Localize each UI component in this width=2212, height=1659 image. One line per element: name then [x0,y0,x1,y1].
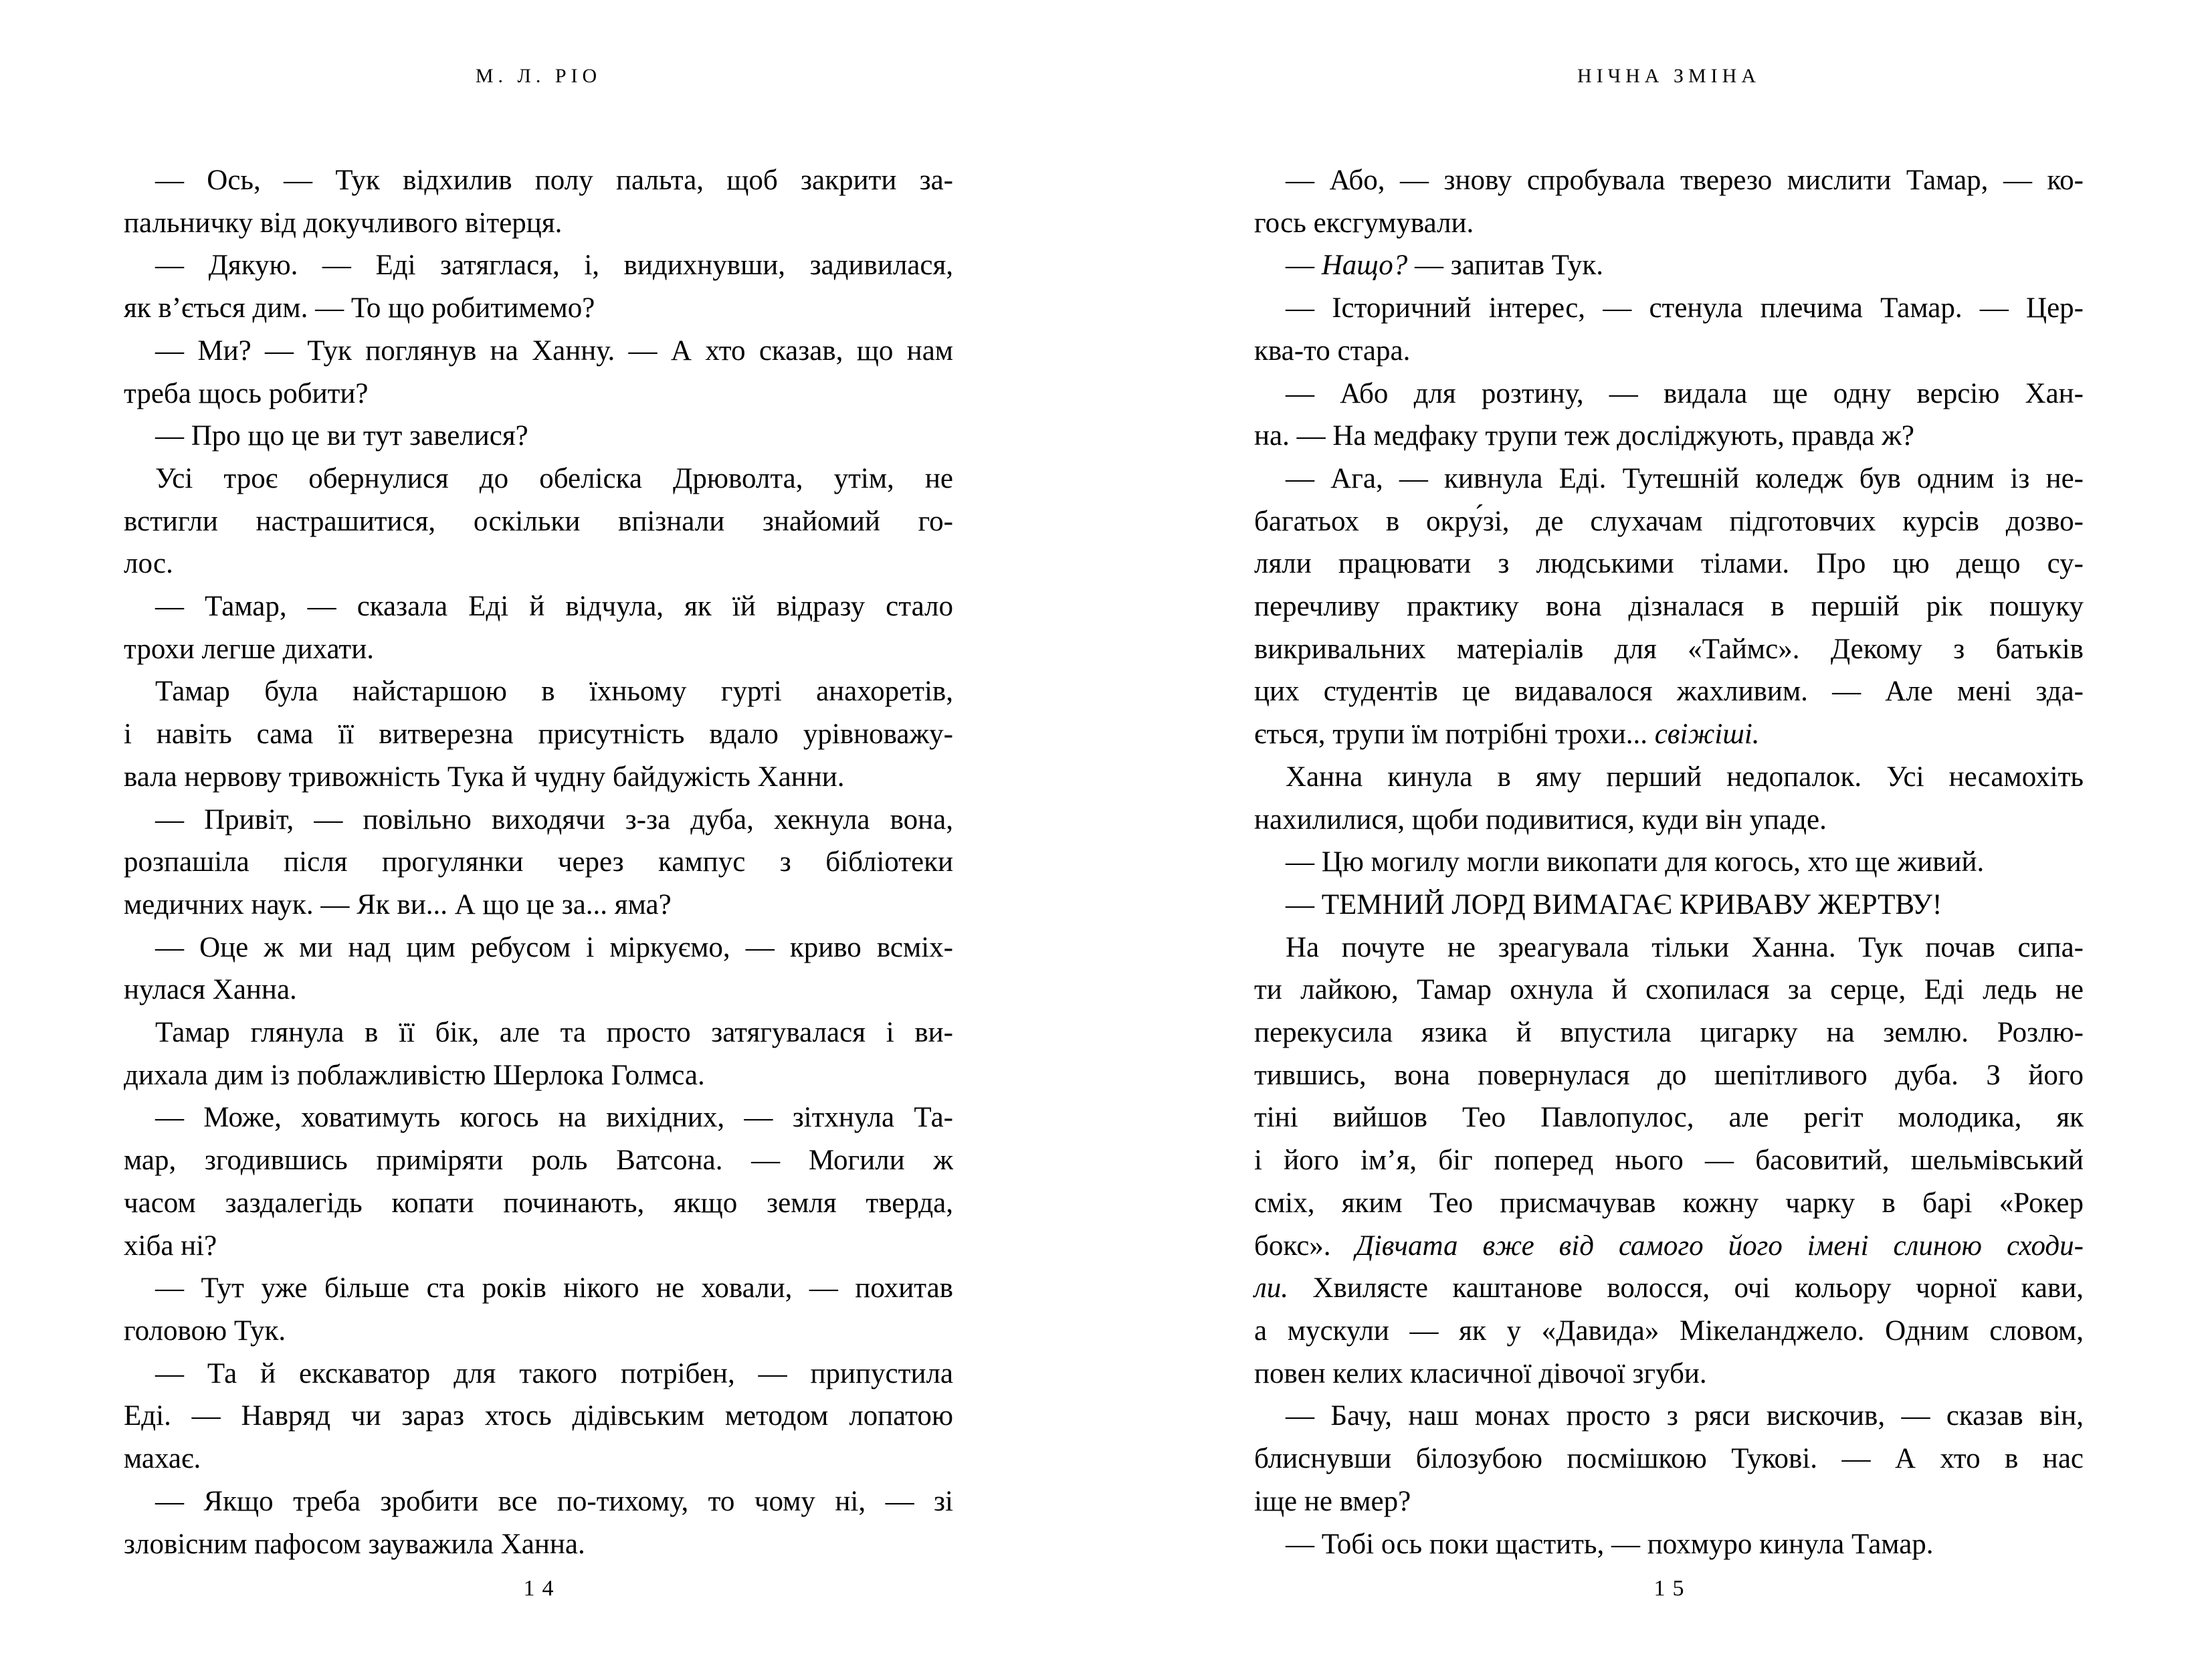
text-segment: пальничку від докучливого вітерця. [124,207,563,239]
text-segment: ється, трупи їм потрібні трохи... [1254,718,1655,751]
text-line [1254,373,2084,415]
text-line [1254,1139,2084,1182]
text-line [1254,926,2084,969]
page-left [124,0,953,1659]
text-segment: — Або, — знову спробувала тверезо мислити Тамар, — ко- [1286,165,2084,196]
text-segment: тіні вийшов Тео Павлопулос, але регіт молодика, як [1254,1102,2084,1134]
text-line [1254,1225,2084,1268]
text-line [124,1395,953,1438]
text-segment: — Та й екскаватор для такого потрібен, — припустила [155,1357,953,1389]
text-line [124,585,953,628]
text-line [1254,585,2084,628]
page-body-right [1254,159,2084,1565]
text-line [124,1225,953,1268]
text-segment: — Може, ховатимуть когось на вихідних, — зітхнула Та- [155,1102,953,1134]
text-segment: — Тут уже більше ста років нікого не ховали, — похитав [155,1272,953,1304]
text-line [124,1310,953,1353]
text-segment: сміх, яким Тео присмачував кожну чарку в барі «Рокер [1254,1187,2084,1219]
text-segment: як в’ється дим. — То що робитимемо? [124,292,595,324]
page-body-left [124,159,953,1565]
text-line [124,1523,953,1566]
text-line [124,1353,953,1395]
text-line [1254,1438,2084,1480]
text-line [1254,500,2084,543]
text-line [1254,1096,2084,1139]
text-segment: ти лайкою, Тамар охнула й схопилася за серце, Еді ледь не [1254,974,2084,1006]
text-line [1254,1310,2084,1353]
text-line [124,713,953,756]
text-segment: цих студентів це видавалося жахливим. — Але мені зда- [1254,676,2084,708]
text-segment: іще не вмер? [1254,1485,1411,1517]
text-segment: Дівчата вже від самого його імені слиною сходи- [1355,1230,2084,1262]
text-segment: свіжіші. [1654,718,1760,751]
text-segment: — Дякую. — Еді затяглася, і, видихнувши, задивилася, [155,250,953,282]
text-segment: головою Тук. [124,1314,286,1347]
text-segment: ли. [1254,1272,1288,1304]
text-segment: викривальних матеріалів для «Таймс». Декому з батьків [1254,633,2084,665]
text-segment: а мускули — як у «Давида» Мікеланджело. Одним словом, [1254,1314,2084,1347]
text-segment: нулася Ханна. [124,974,297,1006]
text-line [1254,1182,2084,1225]
text-segment: — Якщо треба зробити все по-тихому, то чому ні, — зі [155,1485,953,1517]
text-line [124,1267,953,1310]
text-line [124,1011,953,1054]
text-segment: — Бачу, наш монах просто з ряси вискочив, — сказав він, [1286,1400,2084,1432]
text-segment: — Історичний інтерес, — стенула плечима Тамар. — Цер- [1286,292,2084,324]
text-segment: розпашіла після прогулянки через кампус з бібліотеки [124,846,953,878]
running-head-left: М. Л. РІО [475,65,602,87]
text-segment: мар, згодившись приміряти роль Ватсона. — Могили ж [124,1145,953,1177]
text-line [124,1480,953,1523]
text-segment: блиснувши білозубою посмішкою Тукові. — А хто в нас [1254,1443,2084,1475]
text-segment: Усі троє обернулися до обеліска Дрюволта, утім, не [155,462,953,494]
text-segment: медичних наук. — Як ви... А що це за... яма? [124,888,672,920]
text-line [124,670,953,713]
text-segment: На почуте не зреагувала тільки Ханна. Тук почав сипа- [1286,931,2084,963]
text-line [1254,969,2084,1011]
text-line [124,628,953,671]
text-segment: зловісним пафосом зауважила Ханна. [124,1528,585,1560]
text-segment: треба щось робити? [124,377,369,409]
text-line [1254,458,2084,500]
text-segment: — Про що це ви тут завелися? [155,420,528,452]
text-line [1254,841,2084,884]
text-line [1254,202,2084,245]
text-line [124,373,953,415]
text-line [124,543,953,585]
text-segment: повен келих класичної дівочої згуби. [1254,1357,1707,1389]
text-line [1254,415,2084,458]
text-segment: — Оце ж ми над цим ребусом і міркуємо, — криво всміх- [155,931,953,963]
text-segment: — Тамар, — сказала Еді й відчула, як їй відразу стало [155,591,953,623]
text-segment: — Привіт, — повільно виходячи з-за дуба, хекнула вона, [155,803,953,836]
text-segment: трохи легше дихати. [124,633,374,665]
text-line [1254,159,2084,202]
text-line [124,969,953,1011]
text-segment: і навіть сама її витверезна присутність вдало урівноважу- [124,718,953,751]
text-line [1254,670,2084,713]
text-line [124,202,953,245]
running-head-right: НІЧНА ЗМІНА [1577,65,1761,87]
text-segment: часом заздалегідь копати починають, якщо земля тверда, [124,1187,953,1219]
text-line [1254,799,2084,842]
page-number-left: 14 [523,1576,561,1601]
text-segment: нахилилися, щоби подивитися, куди він упаде. [1254,803,1827,836]
text-segment: гось ексгумували. [1254,207,1474,239]
text-line [1254,244,2084,287]
text-line [124,841,953,884]
text-segment: — [1286,250,1322,282]
text-segment: Нащо? [1321,250,1408,282]
text-segment: — ТЕМНИЙ ЛОРД ВИМАГАЄ КРИВАВУ ЖЕРТВУ! [1286,888,1942,920]
text-segment: Еді. — Навряд чи зараз хтось дідівським методом лопатою [124,1400,953,1432]
text-line [1254,884,2084,926]
text-segment: — Цю могилу могли викопати для когось, хто ще живий. [1286,846,1985,878]
text-line [124,1096,953,1139]
text-segment: Ханна кинула в яму перший недопалок. Усі несамохіть [1286,761,2084,793]
text-line [1254,713,2084,756]
text-segment: — Ось, — Тук відхилив полу пальта, щоб закрити за- [155,165,953,196]
text-line [124,415,953,458]
text-segment: — Ага, — кивнула Еді. Тутешній коледж був одним із не- [1286,462,2084,494]
text-line [124,756,953,799]
text-segment: багатьох в окру́зі, де слухачам підготовчих курсів дозво- [1254,505,2084,537]
text-line [124,926,953,969]
page-right [1254,0,2084,1659]
text-line [1254,1480,2084,1523]
text-line [124,244,953,287]
text-segment: Тамар глянула в її бік, але та просто затягувалася і ви- [155,1017,953,1049]
text-segment: — Тобі ось поки щастить, — похмуро кинула Тамар. [1286,1528,1934,1560]
text-line [1254,330,2084,373]
text-segment: Хвилясте каштанове волосся, очі кольору чорної кави, [1288,1272,2084,1304]
text-line [1254,1395,2084,1438]
text-line [1254,1011,2084,1054]
text-segment: бокс». [1254,1230,1356,1262]
text-line [124,458,953,500]
text-segment: Тамар була найстаршою в їхньому гурті анахоретів, [155,676,953,708]
text-segment: вала нервову тривожність Тука й чудну байдужість Ханни. [124,761,845,793]
text-segment: ляли працювати з людськими тілами. Про цю дещо су- [1254,548,2084,580]
page-number-right: 15 [1653,1576,1692,1601]
text-segment: тившись, вона повернулася до шепітливого дуба. З його [1254,1059,2084,1091]
text-line [124,287,953,330]
text-line [124,884,953,926]
text-line [1254,1523,2084,1566]
text-line [124,1182,953,1225]
text-line [1254,1054,2084,1097]
text-line [1254,1267,2084,1310]
text-line [1254,1353,2084,1395]
text-line [124,1139,953,1182]
text-line [1254,287,2084,330]
text-line [124,1438,953,1480]
text-segment: перечливу практику вона дізналася в першій рік пошуку [1254,591,2084,623]
text-segment: перекусила язика й впустила цигарку на землю. Розлю- [1254,1017,2084,1049]
text-segment: ква-то стара. [1254,334,1411,367]
text-line [1254,543,2084,585]
text-segment: — запитав Тук. [1407,250,1604,282]
text-line [124,500,953,543]
text-line [124,799,953,842]
text-segment: хіба ні? [124,1230,217,1262]
text-segment: на. — На медфаку трупи теж досліджують, правда ж? [1254,420,1915,452]
text-segment: дихала дим із поблажливістю Шерлока Голмса. [124,1059,705,1091]
text-line [1254,756,2084,799]
text-line [124,330,953,373]
text-segment: і його ім’я, біг поперед нього — басовитий, шельмівський [1254,1145,2084,1177]
text-line [1254,628,2084,671]
text-segment: — Ми? — Тук поглянув на Ханну. — А хто сказав, що нам [155,334,953,367]
text-segment: — Або для розтину, — видала ще одну версію Хан- [1286,377,2084,409]
text-line [124,159,953,202]
text-segment: встигли настрашитися, оскільки впізнали знайомий го- [124,505,953,537]
text-line [124,1054,953,1097]
text-segment: лос. [124,548,173,580]
text-segment: махає. [124,1443,201,1475]
